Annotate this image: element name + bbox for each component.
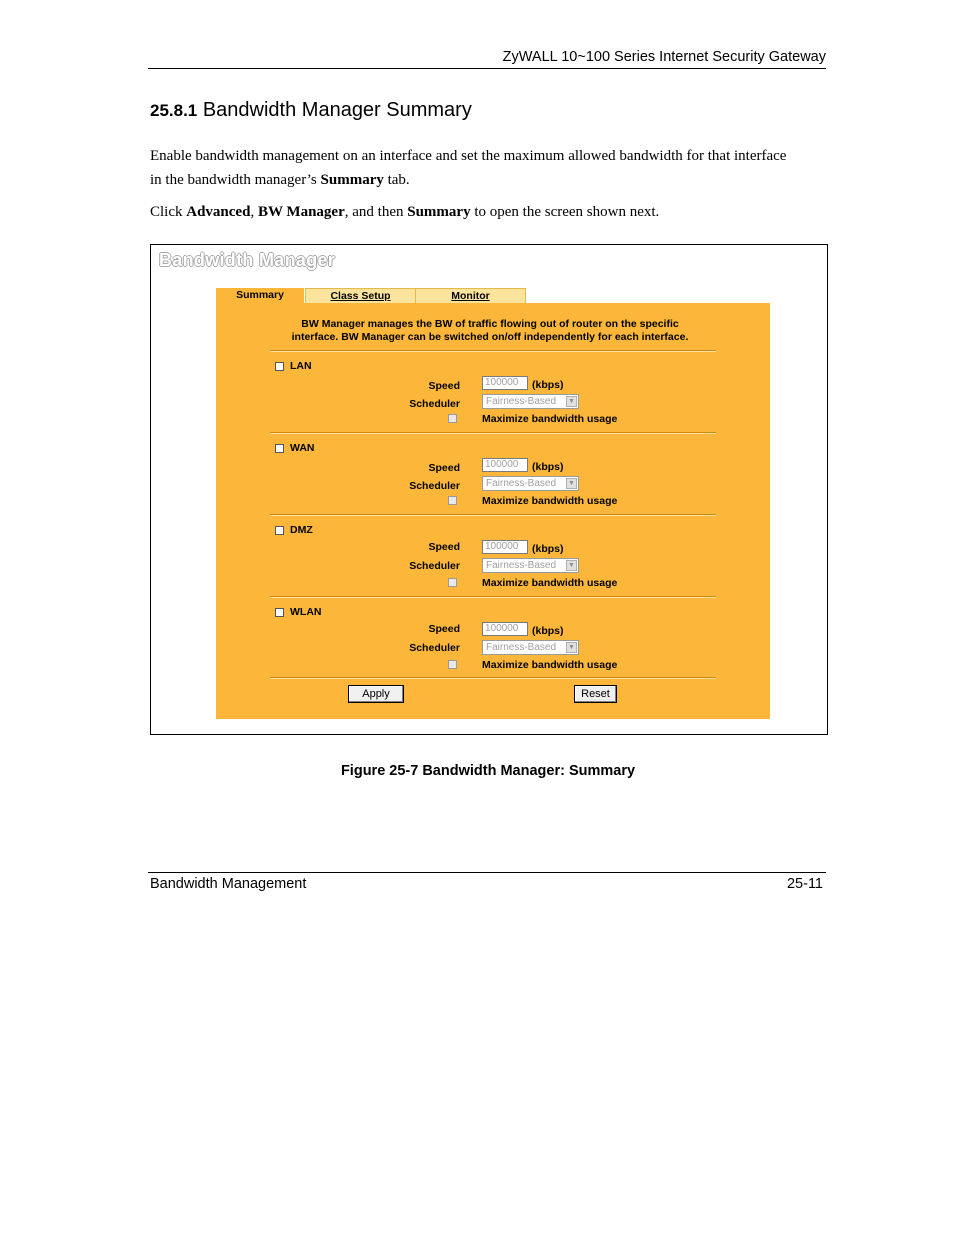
chevron-down-icon: ▼ xyxy=(566,478,577,489)
dmz-speed-label: Speed xyxy=(428,541,460,553)
dmz-speed-input[interactable]: 100000 xyxy=(482,540,528,554)
wlan-scheduler-label: Scheduler xyxy=(409,642,460,654)
wan-maximize-label: Maximize bandwidth usage xyxy=(482,495,618,507)
tab-summary[interactable]: Summary xyxy=(216,288,304,303)
section-number: 25.8.1 xyxy=(150,101,198,120)
wan-speed-label: Speed xyxy=(428,462,460,474)
wan-scheduler-value: Fairness-Based xyxy=(486,478,557,489)
wan-enable-checkbox[interactable] xyxy=(275,444,284,453)
wlan-scheduler-select[interactable] xyxy=(482,640,579,655)
lan-maximize-label: Maximize bandwidth usage xyxy=(482,413,618,425)
page-number: 25-11 xyxy=(786,876,823,892)
intro-line-1: Enable bandwidth management on an interface and set the maximum allowed bandwidth for that interface xyxy=(150,148,787,164)
click-text: to open the screen shown next. xyxy=(470,204,660,220)
chevron-down-icon: ▼ xyxy=(566,642,577,653)
wlan-maximize-label: Maximize bandwidth usage xyxy=(482,659,618,671)
separator xyxy=(270,432,716,434)
separator xyxy=(270,514,716,516)
lan-speed-input[interactable]: 100000 xyxy=(482,376,528,390)
lan-enable-checkbox[interactable] xyxy=(275,362,284,371)
separator xyxy=(270,596,716,598)
chevron-down-icon: ▼ xyxy=(566,560,577,571)
panel-title: Bandwidth Manager xyxy=(159,250,336,270)
menu-bw-manager: BW Manager xyxy=(257,204,345,220)
wlan-speed-label: Speed xyxy=(428,623,460,635)
lan-label: LAN xyxy=(290,360,312,372)
dmz-label: DMZ xyxy=(290,524,313,536)
intro-line-2 xyxy=(150,168,830,192)
wan-maximize-checkbox[interactable] xyxy=(448,496,457,505)
footer-chapter: Bandwidth Management xyxy=(150,876,307,892)
reset-button[interactable]: Reset xyxy=(574,685,617,703)
lan-kbps-label: (kbps) xyxy=(532,379,564,391)
wlan-label: WLAN xyxy=(290,606,322,618)
click-text: , and then xyxy=(344,204,408,220)
click-text: , xyxy=(250,204,258,220)
separator xyxy=(270,350,716,352)
description-line-1: BW Manager manages the BW of traffic flowing out of router on the specific xyxy=(301,318,679,330)
running-header: ZyWALL 10~100 Series Internet Security Gateway xyxy=(502,49,826,65)
wan-speed-input[interactable]: 100000 xyxy=(482,458,528,472)
tab-monitor[interactable]: Monitor xyxy=(415,288,526,304)
intro-bold: Summary xyxy=(320,172,384,188)
dmz-scheduler-label: Scheduler xyxy=(409,560,460,572)
wan-label: WAN xyxy=(290,442,315,454)
chevron-down-icon: ▼ xyxy=(566,396,577,407)
wlan-scheduler-value: Fairness-Based xyxy=(486,642,557,653)
click-text: Click xyxy=(150,204,187,220)
dmz-scheduler-value: Fairness-Based xyxy=(486,560,557,571)
menu-advanced: Advanced xyxy=(186,204,251,220)
separator xyxy=(270,677,716,679)
section-heading xyxy=(150,99,472,122)
wan-scheduler-select[interactable] xyxy=(482,476,579,491)
intro-paragraph xyxy=(150,144,830,192)
wan-scheduler-label: Scheduler xyxy=(409,480,460,492)
dmz-enable-checkbox[interactable] xyxy=(275,526,284,535)
panel-description xyxy=(270,318,710,344)
dmz-scheduler-select[interactable] xyxy=(482,558,579,573)
header-rule xyxy=(148,68,826,69)
tab-class-setup[interactable]: Class Setup xyxy=(305,288,416,304)
lan-scheduler-value: Fairness-Based xyxy=(486,396,557,407)
footer-rule xyxy=(148,872,826,873)
description-line-2: interface. BW Manager can be switched on/off independently for each interface. xyxy=(291,331,689,343)
wlan-enable-checkbox[interactable] xyxy=(275,608,284,617)
wlan-kbps-label: (kbps) xyxy=(532,625,564,637)
lan-speed-label: Speed xyxy=(428,380,460,392)
dmz-maximize-checkbox[interactable] xyxy=(448,578,457,587)
wlan-maximize-checkbox[interactable] xyxy=(448,660,457,669)
dmz-maximize-label: Maximize bandwidth usage xyxy=(482,577,618,589)
apply-button[interactable]: Apply xyxy=(348,685,404,703)
dmz-kbps-label: (kbps) xyxy=(532,543,564,555)
lan-maximize-checkbox[interactable] xyxy=(448,414,457,423)
click-paragraph xyxy=(150,200,830,224)
section-title: Bandwidth Manager Summary xyxy=(202,99,472,121)
wlan-speed-input[interactable]: 100000 xyxy=(482,622,528,636)
menu-summary: Summary xyxy=(407,204,471,220)
lan-scheduler-select[interactable] xyxy=(482,394,579,409)
lan-scheduler-label: Scheduler xyxy=(409,398,460,410)
figure-caption: Figure 25-7 Bandwidth Manager: Summary xyxy=(340,763,636,779)
intro-text: tab. xyxy=(383,172,410,188)
wan-kbps-label: (kbps) xyxy=(532,461,564,473)
intro-text: in the bandwidth manager’s xyxy=(150,172,321,188)
